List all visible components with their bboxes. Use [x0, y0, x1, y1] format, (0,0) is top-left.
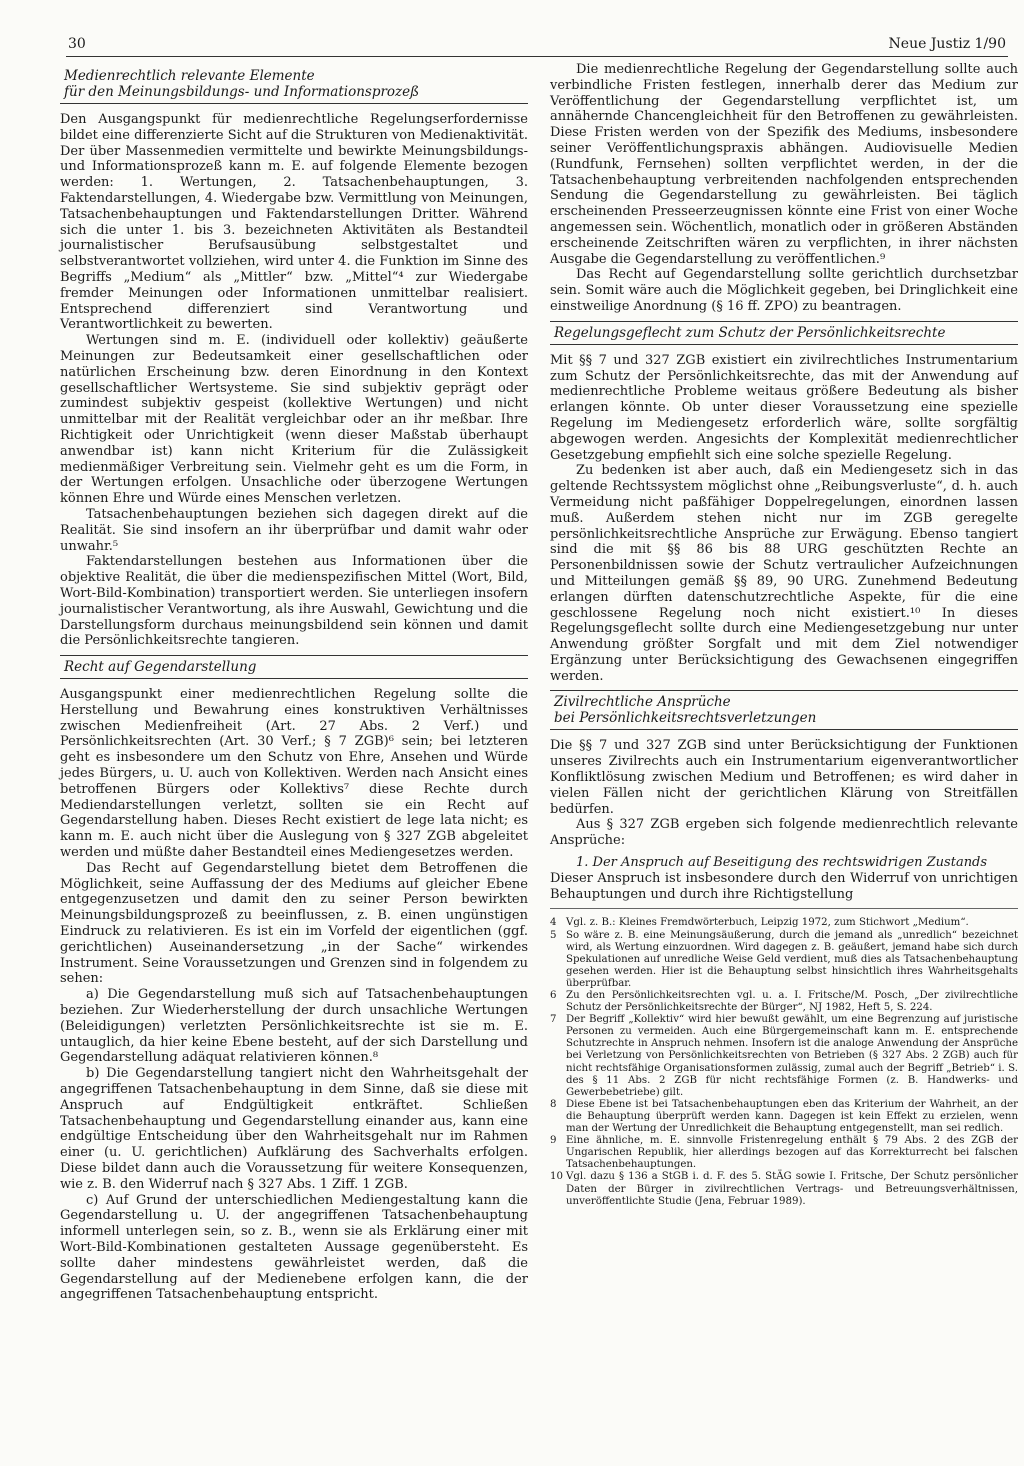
- footnote: [550, 917, 1018, 929]
- footnote: [550, 930, 1018, 990]
- paragraph: Den Ausgangspunkt für medienrechtliche Regelungserfordernisse bildet eine differenzierte Sicht auf die Strukturen von Medienaktivität. Der über Massenmedien vermittelte und bewirkte Meinungsbildungs- und Informationsprozeß kann m. E. auf folgende Elemente bezogen werden: 1. Wertungen, 2. Tatsachenbehauptungen, 3. Faktendarstellungen, 4. Wiedergabe bzw. Vermittlung von Meinungen, Tatsachenbehauptungen und Faktendarstellungen Dritter. Während sich die unter 1. bis 3. bezeichneten Aktivitäten als Bestandteil journalistischer Berufsausübung selbstgestaltet und selbstverantwortet vollziehen, wird unter 4. die Funktion im Sinne des Begriffs „Medium“ als „Mittler“ bzw. „Mittel“⁴ zur Wiedergabe fremder Meinungen oder Informationen unmittelbar realisiert. Entsprechend differenziert sind Verantwortung und Verantwortlichkeit zu bewerten.: [60, 112, 528, 333]
- heading-line: bei Persönlichkeitsrechtsverletzungen: [554, 710, 817, 727]
- heading-line: für den Meinungsbildungs- und Informationsprozeß: [64, 84, 420, 100]
- paragraph: Dieser Anspruch ist insbesondere durch den Widerruf von unrichtigen Behauptungen und durch ihre Richtigstellung: [550, 870, 1018, 902]
- footnote-number: 6: [550, 990, 557, 1002]
- page-header: [66, 34, 1008, 57]
- heading-line: Regelungsgeflecht zum Schutz der Persönlichkeitsrechte: [554, 324, 946, 341]
- section-heading-counterstatement: [60, 655, 528, 679]
- paragraph: a) Die Gegendarstellung muß sich auf Tatsachenbehauptungen beziehen. Zur Wiederherstellung der durch unsachliche Wertungen (Beleidigungen) verletzten Persönlichkeitsrechte ist sie m. E. untauglich, da hier keine Ebene besteht, auf der sich Darstellung und Gegendarstellung adäquat relativieren können.⁸: [60, 987, 528, 1066]
- footnote: [550, 1171, 1018, 1207]
- paragraph: Mit §§ 7 und 327 ZGB existiert ein zivilrechtliches Instrumentarium zum Schutz der Persönlichkeitsrechte, das mit der Anwendung auf medienrechtliche Probleme weitaus größere Bedeutung als bisher erlangen könnte. Ob unter dieser Voraussetzung eine spezielle Regelung im Mediengesetz erforderlich wäre, sollte sorgfältig abgewogen werden. Angesichts der Komplexität medienrechtlicher Gesetzgebung empfiehlt sich eine solche spezielle Regelung.: [550, 352, 1018, 463]
- footnote-number: 4: [550, 917, 557, 929]
- paragraph: Die medienrechtliche Regelung der Gegendarstellung sollte auch verbindliche Fristen festlegen, innerhalb derer das Medium zur Veröffentlichung der Gegendarstellung verpflichtet ist, um annähernde Chancengleichheit für den Betroffenen zu gewährleisten. Diese Fristen werden von der Spezifik des Mediums, insbesondere seiner Veröffentlichungspraxis abhängen. Audiovisuelle Medien (Rundfunk, Fernsehen) sollten verpflichtet werden, in der die Tatsachenbehauptung verbreitenden nachfolgenden entsprechenden Sendung die Gegendarstellung zu gewährleisten. Bei täglich erscheinenden Presseerzeugnissen könnte eine Frist von einer Woche angemessen sein. Wöchentlich, monatlich oder in größeren Abständen erscheinende Zeitschriften wären zu verpflichten, in ihrer nächsten Ausgabe die Gegendarstellung zu veröffentlichen.⁹: [550, 62, 1018, 267]
- paragraph: Faktendarstellungen bestehen aus Informationen über die objektive Realität, die über die medienspezifischen Mittel (Wort, Bild, Wort-Bild-Kombination) transportiert werden. Sie unterliegen insofern journalistischer Verantwortung, als ihre Auswahl, Gewichtung und die Darstellungsform durchaus meinungsbildend sein können und damit die Persönlichkeitsrechte tangieren.: [60, 554, 528, 649]
- footnote-text: Diese Ebene ist bei Tatsachenbehauptungen eben das Kriterium der Wahrheit, an der die Behauptung überprüft werden kann. Dagegen ist kein Effekt zu erzielen, wenn man der Wertung der Unredlichkeit die Behauptung entgegenstellt, man sei redlich.: [566, 1098, 1018, 1135]
- paragraph: b) Die Gegendarstellung tangiert nicht den Wahrheitsgehalt der angegriffenen Tatsachenbehauptung in dem Sinne, daß sie diese mit Anspruch auf Endgültigkeit entkräftet. Schließen Tatsachenbehauptung und Gegendarstellung einander aus, kann eine endgültige Entscheidung über den Wahrheitsgehalt nur im Rahmen einer (u. U. gerichtlichen) Aufklärung des Sachverhalts erfolgen. Diese bildet dann auch die Voraussetzung für weitere Konsequenzen, wie z. B. den Widerruf nach § 327 Abs. 1 Ziff. 1 ZGB.: [60, 1066, 528, 1192]
- section-heading-media-elements: [60, 68, 528, 104]
- paragraph: Das Recht auf Gegendarstellung bietet dem Betroffenen die Möglichkeit, seine Auffassung der des Mediums auf gleicher Ebene entgegenzusetzen und damit den zu seiner Person bewirkten Meinungsbildungsprozeß zu beeinflussen, z. B. einen ungünstigen Eindruck zu relativieren. Es ist ein im Vorfeld der eigentlichen (ggf. gerichtlichen) Auseinandersetzung „in der Sache“ wirkendes Instrument. Seine Voraussetzungen und Grenzen sind in folgendem zu sehen:: [60, 860, 528, 987]
- paragraph: Ausgangspunkt einer medienrechtlichen Regelung sollte die Herstellung und Bewahrung eines konstruktiven Verhältnisses zwischen Medienfreiheit (Art. 27 Abs. 2 Verf.) und Persönlichkeitsrechten (Art. 30 Verf.; § 7 ZGB)⁶ sein; bei letzteren geht es insbesondere um den Schutz von Ehre, Ansehen und Würde jedes Bürgers, u. U. auch von Kollektiven. Werden nach Ansicht eines betroffenen Bürgers oder Kollektivs⁷ diese Rechte durch Mediendarstellungen verletzt, sollten sie ein Recht auf Gegendarstellung haben. Dieses Recht existiert de lege lata nicht; es kann m. E. auch nicht über die Auslegung von § 327 ZGB abgeleitet werden und müßte daher Bestandteil eines Mediengesetzes werden.: [60, 687, 528, 861]
- footnote-number: 10: [550, 1171, 563, 1183]
- footnote-text: Eine ähnliche, m. E. sinnvolle Fristenregelung enthält § 79 Abs. 2 des ZGB der Ungarischen Republik, hier allerdings bezogen auf das Korrekturrecht bei falschen Tatsachenbehauptungen.: [566, 1135, 1018, 1171]
- heading-line: Zivilrechtliche Ansprüche: [554, 694, 731, 711]
- paragraph: Aus § 327 ZGB ergeben sich folgende medienrechtlich relevante Ansprüche:: [550, 817, 1018, 849]
- footnote-divider: [550, 908, 1018, 909]
- heading-line: Medienrechtlich relevante Elemente: [64, 68, 315, 84]
- right-column: [550, 62, 1018, 1208]
- footnote-number: 5: [550, 929, 557, 941]
- paragraph: Zu bedenken ist aber auch, daß ein Mediengesetz sich in das geltende Rechtssystem möglichst ohne „Reibungsverluste“, d. h. auch Vermeidung nicht paßfähiger Doppelregelungen, einordnen lassen muß. Außerdem stehen nicht nur im ZGB geregelte persönlichkeitsrechtliche Ansprüche zur Erwägung. Ebenso tangiert sind die mit §§ 86 bis 88 URG geschützten Rechte an Personenbildnissen sowie der Schutz vertraulicher Aufzeichnungen und Mitteilungen gemäß §§ 89, 90 URG. Zunehmend Bedeutung erlangen dürften datenschutzrechtliche Aspekte, für die eine geschlossene Regelung noch nicht existiert.¹⁰ In dieses Regelungsgeflecht sollte durch eine Mediengesetzgebung nur unter Anwendung größter Sorgfalt und mit dem Ziel notwendiger Ergänzung unter Berücksichtigung des Gewachsenen eingegriffen werden.: [550, 463, 1018, 684]
- paragraph: c) Auf Grund der unterschiedlichen Mediengestaltung kann die Gegendarstellung u. U. der angegriffenen Tatsachenbehauptung informell unterlegen sein, so z. B., wenn sie als Erklärung einer mit Wort-Bild-Kombinationen gestalteten Aussage gegenübersteht. Es sollte daher mindestens gewährleistet werden, daß die Gegendarstellung auf der Medienebene erfolgen kann, die der angegriffenen Tatsachenbehauptung entspricht.: [60, 1192, 528, 1303]
- journal-issue: Neue Justiz 1/90: [888, 36, 1006, 52]
- left-column: [60, 62, 528, 1303]
- footnote-number: 7: [550, 1014, 557, 1026]
- footnote: [550, 1135, 1018, 1171]
- footnote-number: 9: [550, 1135, 557, 1147]
- footnote-number: 8: [550, 1098, 557, 1110]
- paragraph: Die §§ 7 und 327 ZGB sind unter Berücksichtigung der Funktionen unseres Zivilrechts auch ein Instrumentarium eigenverantwortlicher Konfliktlösung zwischen Medium und Betroffenen; es wird daher in vielen Fällen nicht der gerichtlichen Klärung von Streitfällen bedürfen.: [550, 738, 1018, 817]
- footnote-text: So wäre z. B. eine Meinungsäußerung, durch die jemand als „unredlich“ bezeichnet wird, als Wertung einzuordnen. Wird dagegen z. B. geäußert, jemand habe sich durch Spekulationen auf unredliche Weise Geld verdient, muß dies als Tatsachenbehauptung gesehen werden. Hier ist die Behauptung selbst hinsichtlich ihres Wahrheitsgehalts überprüfbar.: [566, 929, 1018, 989]
- paragraph: Wertungen sind m. E. (individuell oder kollektiv) geäußerte Meinungen zur Bedeutsamkeit einer gesellschaftlichen oder natürlichen Erscheinung bzw. deren Einordnung in den Kontext gesellschaftlicher Wertsysteme. Sie sind subjektiv geprägt oder zumindest subjektiv gespeist (kollektive Wertungen) und nicht unmittelbar mit der Realität vergleichbar oder an ihr meßbar. Ihre Richtigkeit oder Unrichtigkeit (wenn dieser Maßstab überhaupt anwendbar ist) kann nicht Kriterium für die Zulässigkeit medienmäßiger Verbreitung sein. Vielmehr geht es um die Form, in der Wertungen erfolgen. Unsachliche oder überzogene Wertungen können Ehre und Würde eines Menschen verletzen.: [60, 333, 528, 507]
- footnote-text: Vgl. dazu § 136 a StGB i. d. F. des 5. StÄG sowie I. Fritsche, Der Schutz persönlicher Daten der Bürger in zivilrechtlichen Vertrags- und Betreuungsverhältnissen, unveröffentlichte Studie (Jena, Februar 1989).: [566, 1171, 1018, 1207]
- footnote: [550, 990, 1018, 1014]
- paragraph: Das Recht auf Gegendarstellung sollte gerichtlich durchsetzbar sein. Somit wäre auch die Möglichkeit gegeben, bei Dringlichkeit eine einstweilige Anordnung (§ 16 ff. ZPO) zu beantragen.: [550, 267, 1018, 314]
- footnote-text: Vgl. z. B.: Kleines Fremdwörterbuch, Leipzig 1972, zum Stichwort „Medium“.: [566, 917, 969, 929]
- footnote: [550, 1099, 1018, 1135]
- footnote: [550, 1014, 1018, 1099]
- heading-line: Recht auf Gegendarstellung: [64, 659, 257, 676]
- footnotes: [550, 917, 1018, 1207]
- section-heading-civil-claims: [550, 690, 1018, 730]
- page-number: 30: [68, 36, 86, 52]
- paragraph: Tatsachenbehauptungen beziehen sich dagegen direkt auf die Realität. Sie sind insofern an ihr überprüfbar und damit wahr oder unwahr.⁵: [60, 506, 528, 554]
- subheading-claim-1: 1. Der Anspruch auf Beseitigung des rechtswidrigen Zustands: [576, 855, 988, 871]
- section-heading-regulation-network: [550, 321, 1018, 345]
- footnote-text: Der Begriff „Kollektiv“ wird hier bewußt gewählt, um eine Begrenzung auf juristische Personen zu vermeiden. Auch eine Bürgergemeinschaft kann m. E. entsprechende Schutzrechte in Anspruch nehmen. Insofern ist die analoge Anwendung der Ansprüche bei Verletzung von Persönlichkeitsrechten von Betrieben (§ 327 Abs. 2 ZGB) auch für nicht rechtsfähige Organisationsformen zulässig, zumal auch der Begriff „Betrieb“ i. S. des § 11 Abs. 2 ZGB für nicht rechtsfähige Formen (z. B. Handwerks- und Gewerbebetriebe) gilt.: [566, 1014, 1018, 1098]
- footnote-text: Zu den Persönlichkeitsrechten vgl. u. a. I. Fritsche/M. Posch, „Der zivilrechtliche Schutz der Persönlichkeitsrechte der Bürger“, NJ 1982, Heft 5, S. 224.: [566, 990, 1018, 1014]
